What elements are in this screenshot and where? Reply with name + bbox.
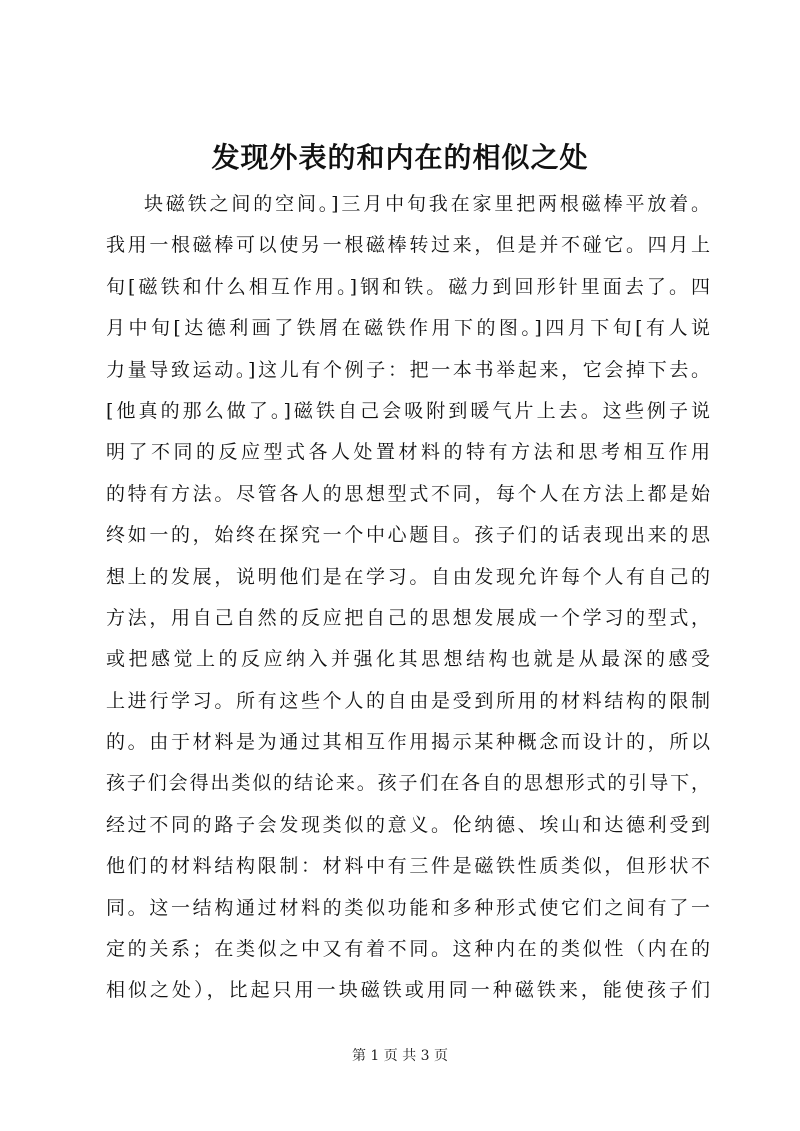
body-line: [他真的那么做了。]磁铁自己会吸附到暖气片上去。这些例子说 [106, 399, 710, 422]
body-line: 的。由于材料是为通过其相互作用揭示某种概念而设计的，所以 [106, 731, 710, 754]
body-line: 孩子们会得出类似的结论来。孩子们在各自的思想形式的引导下， [106, 772, 710, 795]
body-line: 定的关系；在类似之中又有着不同。这种内在的类似性（内在的 [106, 938, 710, 961]
body-line: 经过不同的路子会发现类似的意义。伦纳德、埃山和达德利受到 [106, 813, 710, 836]
body-line: 月中旬[达德利画了铁屑在磁铁作用下的图。]四月下旬[有人说 [106, 317, 710, 340]
body-line: 的特有方法。尽管各人的思想型式不同，每个人在方法上都是始 [106, 482, 710, 505]
body-line: 方法，用自己自然的反应把自己的思想发展成一个学习的型式， [106, 606, 710, 629]
body-line: 或把感觉上的反应纳入并强化其思想结构也就是从最深的感受 [106, 648, 710, 671]
body-line: 他们的材料结构限制：材料中有三件是磁铁性质类似，但形状不 [106, 855, 710, 878]
body-line: 我用一根磁棒可以使另一根磁棒转过来，但是并不碰它。四月上 [106, 234, 710, 257]
body-line: 旬[磁铁和什么相互作用。]钢和铁。磁力到回形针里面去了。四 [106, 275, 710, 298]
document-title: 发现外表的和内在的相似之处 [211, 141, 589, 174]
page-number: 第 1 页 共 3 页 [351, 1048, 449, 1064]
body-line: 块磁铁之间的空间。]三月中旬我在家里把两根磁棒平放着。 [144, 193, 710, 215]
body-line: 同。这一结构通过材料的类似功能和多种形式使它们之间有了一 [106, 896, 710, 919]
body-line: 终如一的，始终在探究一个中心题目。孩子们的话表现出来的思 [106, 524, 710, 547]
body-line: 力量导致运动。]这儿有个例子：把一本书举起来，它会掉下去。 [106, 358, 710, 381]
body-line: 相似之处），比起只用一块磁铁或用同一种磁铁来，能使孩子们 [106, 979, 710, 1002]
body-line: 上进行学习。所有这些个人的自由是受到所用的材料结构的限制 [106, 689, 710, 712]
document-body [106, 184, 710, 1012]
body-line: 明了不同的反应型式各人处置材料的特有方法和思考相互作用 [106, 441, 710, 464]
body-line: 想上的发展，说明他们是在学习。自由发现允许每个人有自己的 [106, 565, 710, 588]
